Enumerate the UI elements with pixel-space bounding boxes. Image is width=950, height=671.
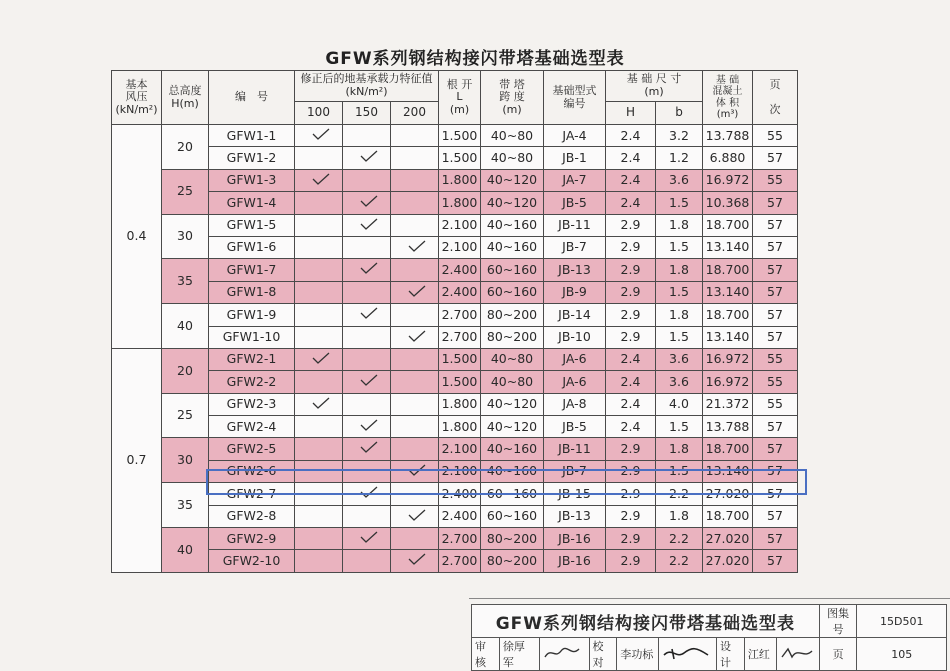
titleblock-checker: 李功标 [617, 638, 659, 671]
code-cell: GFW2-6 [209, 460, 295, 482]
size-h-cell: 2.9 [606, 505, 656, 527]
size-b-cell: 1.8 [656, 505, 703, 527]
belt-span-cell: 80~200 [481, 326, 544, 348]
size-b-cell: 1.2 [656, 147, 703, 169]
root-span-cell: 1.500 [439, 147, 481, 169]
header-code: 编 号 [209, 71, 295, 125]
bearing-100-cell [295, 505, 343, 527]
height-cell: 40 [162, 528, 209, 573]
belt-span-cell: 40~160 [481, 438, 544, 460]
size-h-cell: 2.9 [606, 326, 656, 348]
bearing-100-cell [295, 528, 343, 550]
concrete-volume-cell: 13.140 [703, 326, 753, 348]
height-cell: 40 [162, 304, 209, 349]
bearing-200-cell [391, 550, 439, 572]
bearing-150-cell [343, 125, 391, 147]
check-mark-icon [360, 419, 374, 428]
foundation-type-cell: JB-9 [544, 281, 606, 303]
belt-span-cell: 40~80 [481, 125, 544, 147]
table-row [112, 236, 798, 258]
bearing-150-cell [343, 505, 391, 527]
belt-span-cell: 40~80 [481, 348, 544, 370]
size-h-cell: 2.9 [606, 483, 656, 505]
belt-span-cell: 40~160 [481, 214, 544, 236]
code-cell: GFW2-8 [209, 505, 295, 527]
foundation-type-cell: JB-13 [544, 259, 606, 281]
page-cell: 57 [753, 326, 798, 348]
foundation-type-cell: JB-5 [544, 192, 606, 214]
root-span-cell: 2.100 [439, 214, 481, 236]
check-mark-icon [408, 509, 422, 518]
header-concrete-volume: 基 础 混凝土 体 积 (m³) [703, 71, 753, 125]
bearing-150-cell [343, 192, 391, 214]
table-row [112, 192, 798, 214]
bearing-100-cell [295, 416, 343, 438]
foundation-type-cell: JB-1 [544, 147, 606, 169]
root-span-cell: 2.700 [439, 528, 481, 550]
root-span-cell: 2.400 [439, 505, 481, 527]
header-bearing-100: 100 [295, 102, 343, 125]
page-cell: 57 [753, 304, 798, 326]
header-size-b: b [656, 102, 703, 125]
header-foundation-type: 基础型式 编号 [544, 71, 606, 125]
bearing-200-cell [391, 214, 439, 236]
check-mark-icon [312, 397, 326, 406]
size-b-cell: 3.6 [656, 348, 703, 370]
belt-span-cell: 60~160 [481, 483, 544, 505]
size-b-cell: 1.5 [656, 192, 703, 214]
root-span-cell: 2.700 [439, 304, 481, 326]
header-bearing-200: 200 [391, 102, 439, 125]
concrete-volume-cell: 18.700 [703, 438, 753, 460]
table-row [112, 505, 798, 527]
foundation-type-cell: JB-11 [544, 438, 606, 460]
size-b-cell: 2.2 [656, 550, 703, 572]
check-mark-icon [360, 374, 374, 383]
concrete-volume-cell: 6.880 [703, 147, 753, 169]
foundation-type-cell: JB-7 [544, 460, 606, 482]
concrete-volume-cell: 27.020 [703, 483, 753, 505]
size-b-cell: 1.8 [656, 259, 703, 281]
bearing-200-cell [391, 169, 439, 191]
bearing-200-cell [391, 147, 439, 169]
bearing-200-cell [391, 236, 439, 258]
foundation-type-cell: JB-16 [544, 528, 606, 550]
code-cell: GFW2-9 [209, 528, 295, 550]
size-h-cell: 2.9 [606, 236, 656, 258]
header-wind-pressure: 基本 风压 (kN/m²) [112, 71, 162, 125]
bearing-150-cell [343, 550, 391, 572]
check-mark-icon [408, 285, 422, 294]
foundation-type-cell: JB-10 [544, 326, 606, 348]
foundation-type-cell: JB-5 [544, 416, 606, 438]
belt-span-cell: 60~160 [481, 281, 544, 303]
foundation-type-cell: JB-7 [544, 236, 606, 258]
size-h-cell: 2.9 [606, 214, 656, 236]
root-span-cell: 1.800 [439, 416, 481, 438]
concrete-volume-cell: 16.972 [703, 348, 753, 370]
selected-row-highlight [206, 469, 807, 495]
bearing-100-cell [295, 304, 343, 326]
bearing-100-cell [295, 214, 343, 236]
belt-span-cell: 40~120 [481, 416, 544, 438]
bearing-200-cell [391, 505, 439, 527]
size-h-cell: 2.4 [606, 147, 656, 169]
foundation-selection-table [111, 70, 798, 573]
page-cell: 57 [753, 528, 798, 550]
code-cell: GFW1-2 [209, 147, 295, 169]
size-h-cell: 2.4 [606, 348, 656, 370]
size-h-cell: 2.9 [606, 281, 656, 303]
size-b-cell: 3.6 [656, 169, 703, 191]
bearing-200-cell [391, 304, 439, 326]
concrete-volume-cell: 13.788 [703, 416, 753, 438]
page-cell: 57 [753, 505, 798, 527]
concrete-volume-cell: 18.700 [703, 259, 753, 281]
size-h-cell: 2.9 [606, 304, 656, 326]
root-span-cell: 2.400 [439, 483, 481, 505]
check-mark-icon [408, 330, 422, 339]
size-h-cell: 2.4 [606, 192, 656, 214]
page-cell: 57 [753, 192, 798, 214]
size-h-cell: 2.4 [606, 371, 656, 393]
belt-span-cell: 60~160 [481, 505, 544, 527]
size-b-cell: 4.0 [656, 393, 703, 415]
page-cell: 57 [753, 460, 798, 482]
root-span-cell: 1.500 [439, 125, 481, 147]
titleblock-page-label: 页 [819, 638, 857, 671]
code-cell: GFW2-2 [209, 371, 295, 393]
header-size-h: H [606, 102, 656, 125]
titleblock-designer: 江红 [744, 638, 776, 671]
table-row [112, 348, 798, 370]
bearing-100-cell [295, 550, 343, 572]
bearing-100-cell [295, 371, 343, 393]
belt-span-cell: 40~80 [481, 147, 544, 169]
root-span-cell: 2.100 [439, 460, 481, 482]
foundation-type-cell: JB-14 [544, 304, 606, 326]
bearing-150-cell [343, 169, 391, 191]
foundation-type-cell: JA-6 [544, 348, 606, 370]
concrete-volume-cell: 21.372 [703, 393, 753, 415]
size-b-cell: 1.8 [656, 214, 703, 236]
size-h-cell: 2.9 [606, 550, 656, 572]
bearing-150-cell [343, 147, 391, 169]
bearing-200-cell [391, 125, 439, 147]
code-cell: GFW1-6 [209, 236, 295, 258]
table-row [112, 125, 798, 147]
check-mark-icon [360, 307, 374, 316]
page-cell: 57 [753, 550, 798, 572]
table-row [112, 393, 798, 415]
root-span-cell: 1.800 [439, 169, 481, 191]
belt-span-cell: 40~120 [481, 393, 544, 415]
concrete-volume-cell: 27.020 [703, 550, 753, 572]
size-b-cell: 1.8 [656, 438, 703, 460]
bearing-100-cell [295, 348, 343, 370]
code-cell: GFW1-7 [209, 259, 295, 281]
size-b-cell: 3.6 [656, 371, 703, 393]
code-cell: GFW1-8 [209, 281, 295, 303]
size-b-cell: 1.5 [656, 326, 703, 348]
root-span-cell: 1.800 [439, 393, 481, 415]
bearing-100-cell [295, 125, 343, 147]
bearing-100-cell [295, 259, 343, 281]
height-cell: 35 [162, 259, 209, 304]
table-row [112, 304, 798, 326]
page-title: GFW系列钢结构接闪带塔基础选型表 [325, 49, 625, 69]
bearing-150-cell [343, 214, 391, 236]
check-mark-icon [360, 150, 374, 159]
belt-span-cell: 80~200 [481, 528, 544, 550]
bearing-200-cell [391, 348, 439, 370]
check-mark-icon [312, 128, 326, 137]
bearing-100-cell [295, 438, 343, 460]
height-cell: 20 [162, 348, 209, 393]
bearing-150-cell [343, 393, 391, 415]
bearing-150-cell [343, 304, 391, 326]
wind-pressure-cell: 0.4 [112, 125, 162, 349]
check-mark-icon [360, 441, 374, 450]
code-cell: GFW1-3 [209, 169, 295, 191]
height-cell: 35 [162, 483, 209, 528]
page-cell: 57 [753, 214, 798, 236]
concrete-volume-cell: 18.700 [703, 505, 753, 527]
size-h-cell: 2.4 [606, 393, 656, 415]
root-span-cell: 2.100 [439, 236, 481, 258]
bearing-100-cell [295, 393, 343, 415]
bearing-200-cell [391, 416, 439, 438]
bearing-150-cell [343, 371, 391, 393]
code-cell: GFW2-3 [209, 393, 295, 415]
check-mark-icon [360, 195, 374, 204]
page-cell: 57 [753, 281, 798, 303]
code-cell: GFW2-4 [209, 416, 295, 438]
bearing-100-cell [295, 281, 343, 303]
bearing-200-cell [391, 192, 439, 214]
code-cell: GFW1-10 [209, 326, 295, 348]
check-mark-icon [408, 553, 422, 562]
size-b-cell: 3.2 [656, 125, 703, 147]
titleblock-atlas-number: 15D501 [857, 605, 947, 638]
foundation-type-cell: JA-6 [544, 371, 606, 393]
concrete-volume-cell: 13.140 [703, 460, 753, 482]
code-cell: GFW2-5 [209, 438, 295, 460]
page-cell: 55 [753, 125, 798, 147]
concrete-volume-cell: 10.368 [703, 192, 753, 214]
size-b-cell: 1.8 [656, 304, 703, 326]
size-h-cell: 2.9 [606, 438, 656, 460]
root-span-cell: 2.100 [439, 438, 481, 460]
size-b-cell: 1.5 [656, 416, 703, 438]
concrete-volume-cell: 18.700 [703, 214, 753, 236]
page-cell: 55 [753, 393, 798, 415]
belt-span-cell: 80~200 [481, 550, 544, 572]
titleblock-title: GFW系列钢结构接闪带塔基础选型表 [472, 605, 820, 638]
bearing-100-cell [295, 236, 343, 258]
bearing-150-cell [343, 236, 391, 258]
header-belt-span: 带 塔 跨 度 (m) [481, 71, 544, 125]
page-cell: 57 [753, 259, 798, 281]
belt-span-cell: 40~160 [481, 460, 544, 482]
table-row [112, 169, 798, 191]
root-span-cell: 1.800 [439, 192, 481, 214]
size-h-cell: 2.9 [606, 528, 656, 550]
titleblock-reviewer: 徐厚军 [499, 638, 539, 671]
page-cell: 57 [753, 416, 798, 438]
page-cell: 57 [753, 438, 798, 460]
table-row [112, 528, 798, 550]
foundation-type-cell: JB-13 [544, 505, 606, 527]
table-row [112, 550, 798, 572]
bearing-150-cell [343, 416, 391, 438]
code-cell: GFW1-1 [209, 125, 295, 147]
page-cell: 57 [753, 147, 798, 169]
bearing-150-cell [343, 259, 391, 281]
header-foundation-size: 基 础 尺 寸 (m) [606, 71, 703, 102]
table-row [112, 214, 798, 236]
check-mark-icon [312, 352, 326, 361]
page-cell: 55 [753, 348, 798, 370]
belt-span-cell: 80~200 [481, 304, 544, 326]
root-span-cell: 1.500 [439, 348, 481, 370]
size-h-cell: 2.4 [606, 169, 656, 191]
header-page: 页 次 [753, 71, 798, 125]
code-cell: GFW1-5 [209, 214, 295, 236]
check-mark-icon [408, 240, 422, 249]
code-cell: GFW2-1 [209, 348, 295, 370]
bearing-200-cell [391, 259, 439, 281]
foundation-type-cell: JB-15 [544, 483, 606, 505]
header-total-height: 总高度 H(m) [162, 71, 209, 125]
check-mark-icon [312, 173, 326, 182]
concrete-volume-cell: 16.972 [703, 169, 753, 191]
titleblock-page-number: 105 [857, 638, 947, 671]
belt-span-cell: 40~120 [481, 192, 544, 214]
titleblock-atlas-label: 图集号 [819, 605, 857, 638]
foundation-type-cell: JA-7 [544, 169, 606, 191]
belt-span-cell: 60~160 [481, 259, 544, 281]
code-cell: GFW2-10 [209, 550, 295, 572]
bearing-100-cell [295, 192, 343, 214]
titleblock-review-label: 审核 [472, 638, 500, 671]
foundation-type-cell: JB-11 [544, 214, 606, 236]
bearing-100-cell [295, 147, 343, 169]
concrete-volume-cell: 27.020 [703, 528, 753, 550]
titleblock-design-label: 设计 [717, 638, 745, 671]
title-block-divider [469, 598, 950, 599]
foundation-type-cell: JB-16 [544, 550, 606, 572]
height-cell: 30 [162, 438, 209, 483]
size-b-cell: 1.5 [656, 460, 703, 482]
size-h-cell: 2.9 [606, 259, 656, 281]
table-row [112, 326, 798, 348]
belt-span-cell: 40~160 [481, 236, 544, 258]
table-row [112, 259, 798, 281]
table-row [112, 416, 798, 438]
height-cell: 30 [162, 214, 209, 259]
belt-span-cell: 40~80 [481, 371, 544, 393]
bearing-200-cell [391, 528, 439, 550]
bearing-150-cell [343, 438, 391, 460]
bearing-100-cell [295, 326, 343, 348]
bearing-150-cell [343, 326, 391, 348]
concrete-volume-cell: 16.972 [703, 371, 753, 393]
code-cell: GFW2-7 [209, 483, 295, 505]
root-span-cell: 1.500 [439, 371, 481, 393]
page-cell: 55 [753, 169, 798, 191]
bearing-100-cell [295, 169, 343, 191]
belt-span-cell: 40~120 [481, 169, 544, 191]
header-bearing-capacity: 修正后的地基承载力特征值 (kN/m²) [295, 71, 439, 102]
page-cell: 57 [753, 483, 798, 505]
concrete-volume-cell: 13.788 [703, 125, 753, 147]
height-cell: 25 [162, 393, 209, 438]
foundation-type-cell: JA-8 [544, 393, 606, 415]
root-span-cell: 2.700 [439, 326, 481, 348]
bearing-150-cell [343, 281, 391, 303]
size-h-cell: 2.4 [606, 125, 656, 147]
size-b-cell: 1.5 [656, 236, 703, 258]
size-b-cell: 2.2 [656, 483, 703, 505]
concrete-volume-cell: 13.140 [703, 281, 753, 303]
table-row [112, 281, 798, 303]
table-row [112, 438, 798, 460]
titleblock-check-label: 校对 [589, 638, 617, 671]
drawing-title-block [471, 604, 947, 669]
bearing-200-cell [391, 438, 439, 460]
size-b-cell: 2.2 [656, 528, 703, 550]
bearing-200-cell [391, 326, 439, 348]
height-cell: 25 [162, 169, 209, 214]
table-row [112, 371, 798, 393]
root-span-cell: 2.400 [439, 281, 481, 303]
header-bearing-150: 150 [343, 102, 391, 125]
root-span-cell: 2.400 [439, 259, 481, 281]
foundation-type-cell: JA-4 [544, 125, 606, 147]
size-h-cell: 2.4 [606, 416, 656, 438]
bearing-200-cell [391, 371, 439, 393]
table-row [112, 147, 798, 169]
height-cell: 20 [162, 125, 209, 170]
bearing-150-cell [343, 348, 391, 370]
code-cell: GFW1-4 [209, 192, 295, 214]
page-cell: 57 [753, 236, 798, 258]
concrete-volume-cell: 13.140 [703, 236, 753, 258]
check-mark-icon [360, 262, 374, 271]
check-mark-icon [360, 218, 374, 227]
size-b-cell: 1.5 [656, 281, 703, 303]
bearing-200-cell [391, 281, 439, 303]
header-root-span: 根 开 L (m) [439, 71, 481, 125]
code-cell: GFW1-9 [209, 304, 295, 326]
size-h-cell: 2.9 [606, 460, 656, 482]
page-cell: 55 [753, 371, 798, 393]
bearing-150-cell [343, 528, 391, 550]
check-mark-icon [360, 531, 374, 540]
root-span-cell: 2.700 [439, 550, 481, 572]
wind-pressure-cell: 0.7 [112, 348, 162, 572]
bearing-200-cell [391, 393, 439, 415]
concrete-volume-cell: 18.700 [703, 304, 753, 326]
